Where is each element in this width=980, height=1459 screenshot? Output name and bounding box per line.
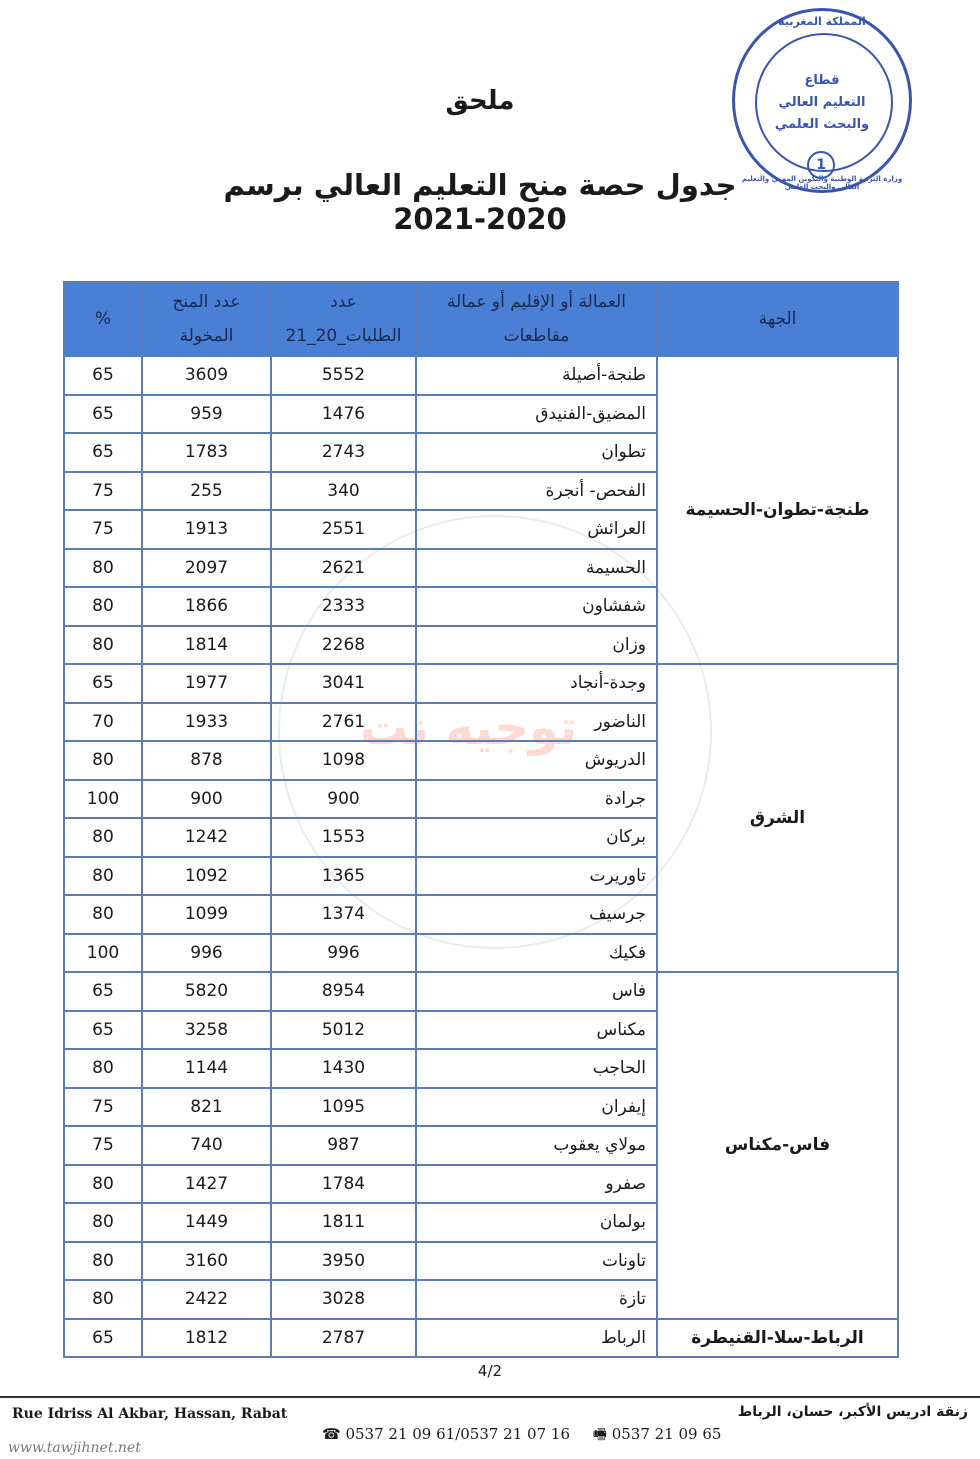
percent-cell: 65 [64, 972, 142, 1011]
region-cell: طنجة-تطوان-الحسيمة [657, 356, 898, 664]
grants-cell: 5820 [142, 972, 271, 1011]
requests-cell: 3041 [271, 664, 416, 703]
province-cell: الدريوش [416, 741, 657, 780]
province-cell: مولاي يعقوب [416, 1126, 657, 1165]
province-cell: المضيق-الفنيدق [416, 395, 657, 434]
percent-cell: 80 [64, 895, 142, 934]
annex-heading: ملحق [445, 86, 515, 116]
grants-cell: 1913 [142, 510, 271, 549]
percent-cell: 80 [64, 741, 142, 780]
province-cell: تطوان [416, 433, 657, 472]
requests-cell: 5552 [271, 356, 416, 395]
grants-cell: 996 [142, 934, 271, 973]
percent-cell: 70 [64, 703, 142, 742]
requests-cell: 1098 [271, 741, 416, 780]
table-row [64, 972, 898, 1011]
header-grants: عدد المنح المخولة [142, 282, 271, 356]
percent-cell: 75 [64, 510, 142, 549]
province-cell: الحاجب [416, 1049, 657, 1088]
percent-cell: 65 [64, 1011, 142, 1050]
province-cell: تازة [416, 1280, 657, 1319]
grants-cell: 2097 [142, 549, 271, 588]
requests-cell: 987 [271, 1126, 416, 1165]
table-row [64, 664, 898, 703]
province-cell: العرائش [416, 510, 657, 549]
region-cell: الشرق [657, 664, 898, 972]
province-cell: وزان [416, 626, 657, 665]
stamp-number: 1 [807, 151, 835, 179]
grants-cell: 878 [142, 741, 271, 780]
stamp-line-sector: قطاع [804, 73, 840, 88]
footer-address-ar: زنقة ادريس الأكبر، حسان، الرباط [737, 1404, 968, 1420]
header-requests: عدد الطلبات_20_21 [271, 282, 416, 356]
requests-cell: 8954 [271, 972, 416, 1011]
footer-phones: ☎ 0537 21 09 61/0537 21 07 16 [322, 1425, 570, 1443]
requests-cell: 5012 [271, 1011, 416, 1050]
grants-cell: 1814 [142, 626, 271, 665]
grants-cell: 740 [142, 1126, 271, 1165]
grants-cell: 2422 [142, 1280, 271, 1319]
percent-cell: 80 [64, 818, 142, 857]
percent-cell: 65 [64, 356, 142, 395]
requests-cell: 1430 [271, 1049, 416, 1088]
grants-cell: 1092 [142, 857, 271, 896]
official-stamp [732, 8, 912, 193]
percent-cell: 75 [64, 1088, 142, 1127]
grants-cell: 255 [142, 472, 271, 511]
requests-cell: 996 [271, 934, 416, 973]
percent-cell: 65 [64, 433, 142, 472]
grants-table [63, 281, 899, 1358]
grants-cell: 1427 [142, 1165, 271, 1204]
header-region: الجهة [657, 282, 898, 356]
requests-cell: 3028 [271, 1280, 416, 1319]
grants-cell: 1933 [142, 703, 271, 742]
region-cell: فاس-مكناس [657, 972, 898, 1319]
percent-cell: 80 [64, 1203, 142, 1242]
province-cell: مكناس [416, 1011, 657, 1050]
percent-cell: 80 [64, 626, 142, 665]
percent-cell: 80 [64, 1165, 142, 1204]
grants-cell: 3609 [142, 356, 271, 395]
province-cell: بركان [416, 818, 657, 857]
requests-cell: 2787 [271, 1319, 416, 1358]
requests-cell: 900 [271, 780, 416, 819]
watermark-site: www.tawjihnet.net [8, 1440, 141, 1456]
province-cell: الرباط [416, 1319, 657, 1358]
province-cell: إيفران [416, 1088, 657, 1127]
percent-cell: 75 [64, 1126, 142, 1165]
grants-cell: 1099 [142, 895, 271, 934]
percent-cell: 100 [64, 934, 142, 973]
grants-cell: 1242 [142, 818, 271, 857]
province-cell: تاوريرت [416, 857, 657, 896]
grants-cell: 900 [142, 780, 271, 819]
percent-cell: 80 [64, 1280, 142, 1319]
percent-cell: 75 [64, 472, 142, 511]
province-cell: فكيك [416, 934, 657, 973]
province-cell: الناضور [416, 703, 657, 742]
province-cell: جرسيف [416, 895, 657, 934]
percent-cell: 65 [64, 1319, 142, 1358]
page-title: جدول حصة منح التعليم العالي برسم 2020-2021 [223, 168, 737, 236]
province-cell: صفرو [416, 1165, 657, 1204]
region-cell: الرباط-سلا-القنيطرة [657, 1319, 898, 1358]
table-row [64, 1319, 898, 1358]
province-cell: وجدة-أنجاد [416, 664, 657, 703]
grants-cell: 1977 [142, 664, 271, 703]
table-row [64, 356, 898, 395]
requests-cell: 2761 [271, 703, 416, 742]
percent-cell: 80 [64, 1049, 142, 1088]
requests-cell: 340 [271, 472, 416, 511]
requests-cell: 1553 [271, 818, 416, 857]
percent-cell: 100 [64, 780, 142, 819]
province-cell: الفحص- أنجرة [416, 472, 657, 511]
requests-cell: 1374 [271, 895, 416, 934]
province-cell: شفشاون [416, 587, 657, 626]
stamp-line-higher-ed: التعليم العالي [778, 95, 866, 110]
grants-cell: 3258 [142, 1011, 271, 1050]
grants-cell: 3160 [142, 1242, 271, 1281]
grants-cell: 1866 [142, 587, 271, 626]
stamp-ring-bottom: وزارة التربية الوطنية والتكوين المهني والتعليم العالي والبحث العلمي [741, 175, 903, 191]
header-province: العمالة أو الإقليم أو عمالة مقاطعات [416, 282, 657, 356]
province-cell: بولمان [416, 1203, 657, 1242]
province-cell: طنجة-أصيلة [416, 356, 657, 395]
table-header-row [64, 282, 898, 356]
stamp-line-research: والبحث العلمي [774, 117, 870, 132]
percent-cell: 80 [64, 1242, 142, 1281]
stamp-ring-top: المملكة المغربية [778, 15, 866, 28]
percent-cell: 65 [64, 395, 142, 434]
province-cell: تاونات [416, 1242, 657, 1281]
percent-cell: 80 [64, 587, 142, 626]
requests-cell: 2333 [271, 587, 416, 626]
requests-cell: 2621 [271, 549, 416, 588]
requests-cell: 1476 [271, 395, 416, 434]
requests-cell: 1095 [271, 1088, 416, 1127]
page-number: 4/2 [477, 1362, 503, 1380]
requests-cell: 1811 [271, 1203, 416, 1242]
percent-cell: 80 [64, 549, 142, 588]
footer-address-fr: Rue Idriss Al Akbar, Hassan, Rabat [12, 1406, 288, 1422]
table-body [64, 356, 898, 1357]
percent-cell: 65 [64, 664, 142, 703]
header-percent: % [64, 282, 142, 356]
requests-cell: 2268 [271, 626, 416, 665]
requests-cell: 3950 [271, 1242, 416, 1281]
requests-cell: 2743 [271, 433, 416, 472]
watermark-text: توجيه نت [360, 700, 577, 756]
grants-cell: 1783 [142, 433, 271, 472]
grants-cell: 959 [142, 395, 271, 434]
grants-cell: 821 [142, 1088, 271, 1127]
footer-divider [0, 1396, 980, 1398]
requests-cell: 1365 [271, 857, 416, 896]
percent-cell: 80 [64, 857, 142, 896]
province-cell: الحسيمة [416, 549, 657, 588]
requests-cell: 2551 [271, 510, 416, 549]
province-cell: جرادة [416, 780, 657, 819]
footer-fax: 🖷 0537 21 09 65 [592, 1425, 722, 1443]
grants-cell: 1449 [142, 1203, 271, 1242]
grants-cell: 1812 [142, 1319, 271, 1358]
footer-contacts [322, 1424, 721, 1449]
requests-cell: 1784 [271, 1165, 416, 1204]
grants-cell: 1144 [142, 1049, 271, 1088]
province-cell: فاس [416, 972, 657, 1011]
